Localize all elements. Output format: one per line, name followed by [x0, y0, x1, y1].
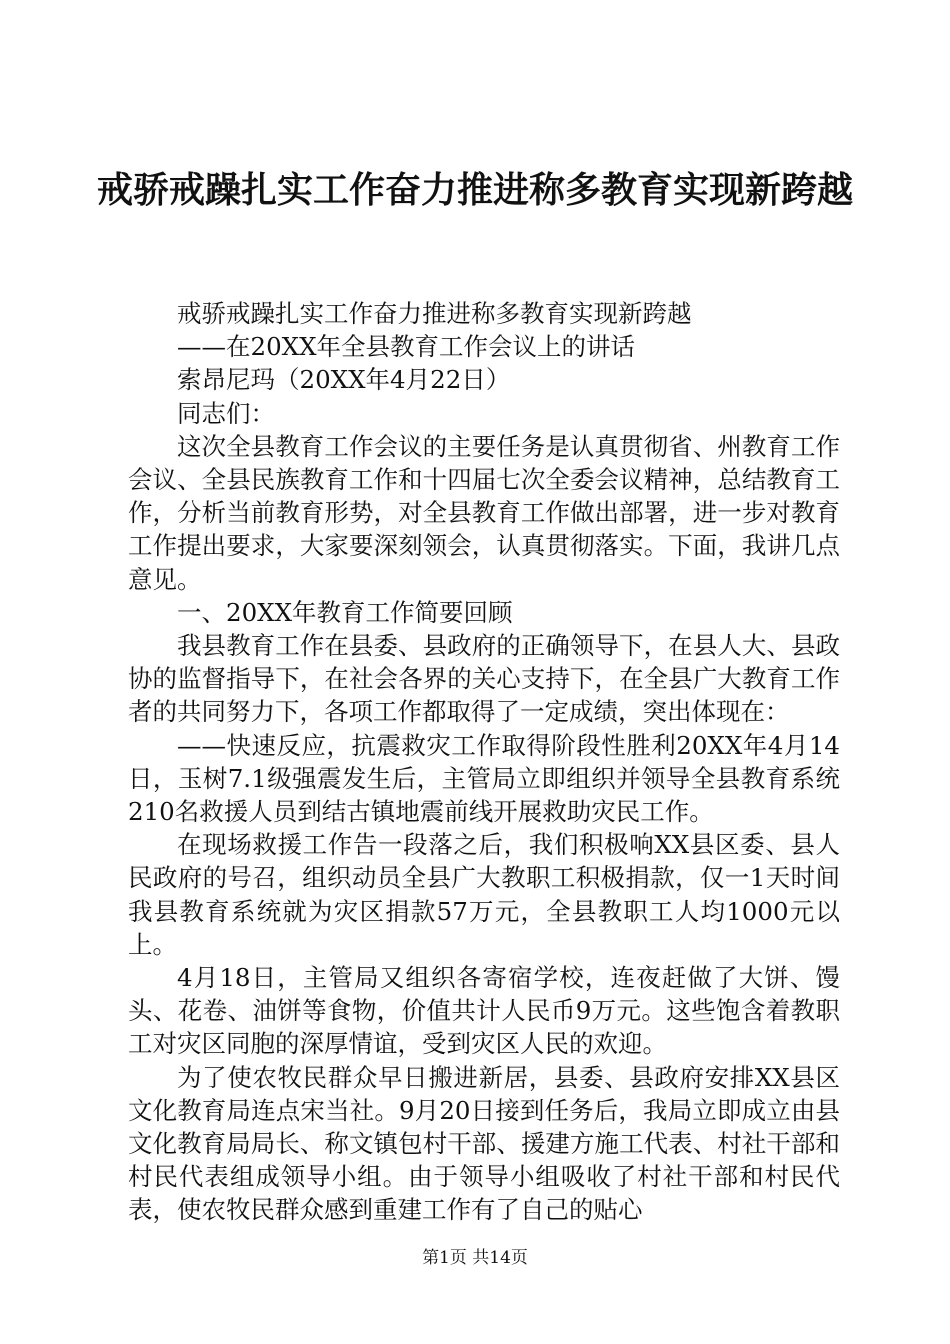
document-title: 戒骄戒躁扎实工作奋力推进称多教育实现新跨越	[96, 170, 853, 211]
paragraph: 4月18日，主管局又组织各寄宿学校，连夜赶做了大饼、馒头、花卷、油饼等食物，价值共计人民币9万元。这些饱含着教职工对灾区同胞的深厚情谊，受到灾区人民的欢迎。	[128, 963, 840, 1059]
section-heading: 一、20XX年教育工作简要回顾	[177, 597, 513, 627]
speech-title-line: 戒骄戒躁扎实工作奋力推进称多教育实现新跨越	[177, 299, 692, 328]
speech-subtitle-line: ——在20XX年全县教育工作会议上的讲话	[177, 332, 636, 362]
salutation: 同志们：	[177, 398, 275, 428]
paragraph: 为了使农牧民群众早日搬进新居，县委、县政府安排XX县区文化教育局连点宋当社。9月20日接到任务后，我局立即成立由县文化教育局局长、称文镇包村干部、援建方施工代表、村社干部和村民代表组成领导小组。由于领导小组吸收了村社干部和村民代表，使农牧民群众感到重建工作有了自己的贴心	[128, 1062, 840, 1225]
page-number-footer: 第1页 共14页	[422, 1248, 528, 1268]
document-body	[128, 297, 840, 1227]
paragraph: 在现场救援工作告一段落之后，我们积极响XX县区委、县人民政府的号召，组织动员全县广大教职工积极捐款，仅一1天时间我县教育系统就为灾区捐款57万元，全县教职工人均1000元以上。	[128, 830, 840, 959]
paragraph: 我县教育工作在县委、县政府的正确领导下，在县人大、县政协的监督指导下，在社会各界的关心支持下，在全县广大教育工作者的共同努力下，各项工作都取得了一定成绩，突出体现在：	[128, 631, 840, 727]
speaker-date-line: 索昂尼玛（20XX年4月22日）	[177, 365, 511, 395]
paragraph: 这次全县教育工作会议的主要任务是认真贯彻省、州教育工作会议、全县民族教育工作和十四届七次全委会议精神，总结教育工作，分析当前教育形势，对全县教育工作做出部署，进一步对教育工作提出要求，大家要深刻领会，认真贯彻落实。下面，我讲几点意见。	[128, 431, 840, 594]
paragraph: ——快速反应，抗震救灾工作取得阶段性胜利20XX年4月14日，玉树7.1级强震发生后，主管局立即组织并领导全县教育系统210名救援人员到结古镇地震前线开展救助灾民工作。	[128, 730, 840, 827]
